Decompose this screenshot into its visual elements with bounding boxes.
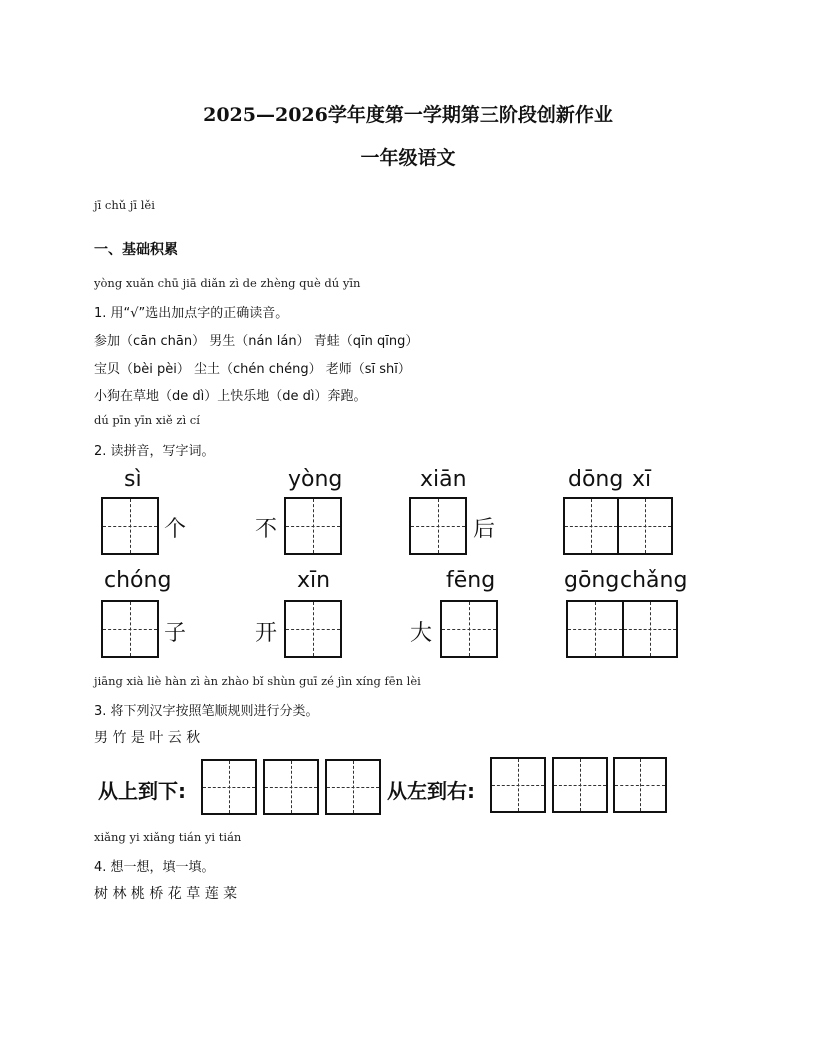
pinyin-xian: xiān (420, 467, 467, 492)
given-char: 不 (255, 517, 278, 542)
writing-grid[interactable] (613, 757, 667, 813)
document-subtitle: 一年级语文 (360, 147, 456, 169)
writing-grid[interactable] (622, 600, 678, 658)
writing-grid[interactable] (409, 497, 467, 555)
writing-grid[interactable] (101, 497, 159, 555)
q3-char-list: 男 竹 是 叶 云 秋 (94, 730, 201, 746)
section-pinyin: jī chǔ jī lěi (94, 198, 155, 212)
writing-grid[interactable] (284, 600, 342, 658)
writing-grid[interactable] (101, 600, 159, 658)
q4-prompt: 4. 想一想，填一填。 (94, 860, 215, 875)
writing-grid[interactable] (201, 759, 257, 815)
q1-pinyin: yòng xuǎn chū jiā diǎn zì de zhèng què dú yīn (94, 276, 361, 290)
label-top-to-bottom: 从上到下: (98, 779, 186, 803)
pinyin-gong: gōng (564, 568, 620, 593)
label-left-to-right: 从左到右: (387, 779, 475, 803)
q1-line-3: 小狗在草地（de dì）上快乐地（de dì）奔跑。 (94, 389, 367, 404)
pinyin-feng: fēng (446, 568, 496, 593)
writing-grid[interactable] (552, 757, 608, 813)
given-char: 后 (473, 517, 496, 542)
given-char: 开 (255, 621, 278, 646)
pinyin-chong: chóng (104, 568, 172, 593)
given-char: 个 (164, 517, 187, 542)
writing-grid[interactable] (325, 759, 381, 815)
pinyin-yong: yòng (288, 467, 343, 492)
q3-pinyin: jiāng xià liè hàn zì àn zhào bǐ shùn guī zé jìn xíng fēn lèi (94, 674, 421, 688)
document-title: 2025—2026学年度第一学期第三阶段创新作业 (203, 104, 613, 126)
given-char: 大 (410, 621, 433, 646)
pinyin-xin: xīn (297, 568, 331, 593)
pinyin-xi: xī (632, 467, 652, 492)
q1-line-2: 宝贝（bèi pèi） 尘土（chén chéng） 老师（sī shī） (94, 362, 411, 377)
given-char: 子 (164, 621, 187, 646)
writing-grid[interactable] (440, 600, 498, 658)
pinyin-si: sì (124, 467, 142, 492)
writing-grid[interactable] (617, 497, 673, 555)
pinyin-dong: dōng (568, 467, 624, 492)
writing-grid[interactable] (284, 497, 342, 555)
q2-prompt: 2. 读拼音，写字词。 (94, 444, 215, 459)
q4-char-list: 树 林 桃 桥 花 草 莲 菜 (94, 886, 238, 902)
q1-line-1: 参加（cān chān） 男生（nán lán） 青蛙（qīn qīng） (94, 334, 419, 349)
q4-pinyin: xiǎng yi xiǎng tián yi tián (94, 830, 242, 844)
q3-prompt: 3. 将下列汉字按照笔顺规则进行分类。 (94, 704, 319, 719)
writing-grid[interactable] (563, 497, 619, 555)
writing-grid[interactable] (566, 600, 624, 658)
q1-prompt: 1. 用“√”选出加点字的正确读音。 (94, 306, 289, 321)
section-heading: 一、基础积累 (94, 242, 178, 258)
q2-pinyin: dú pīn yīn xiě zì cí (94, 413, 200, 427)
pinyin-chang: chǎng (620, 568, 688, 593)
writing-grid[interactable] (263, 759, 319, 815)
writing-grid[interactable] (490, 757, 546, 813)
